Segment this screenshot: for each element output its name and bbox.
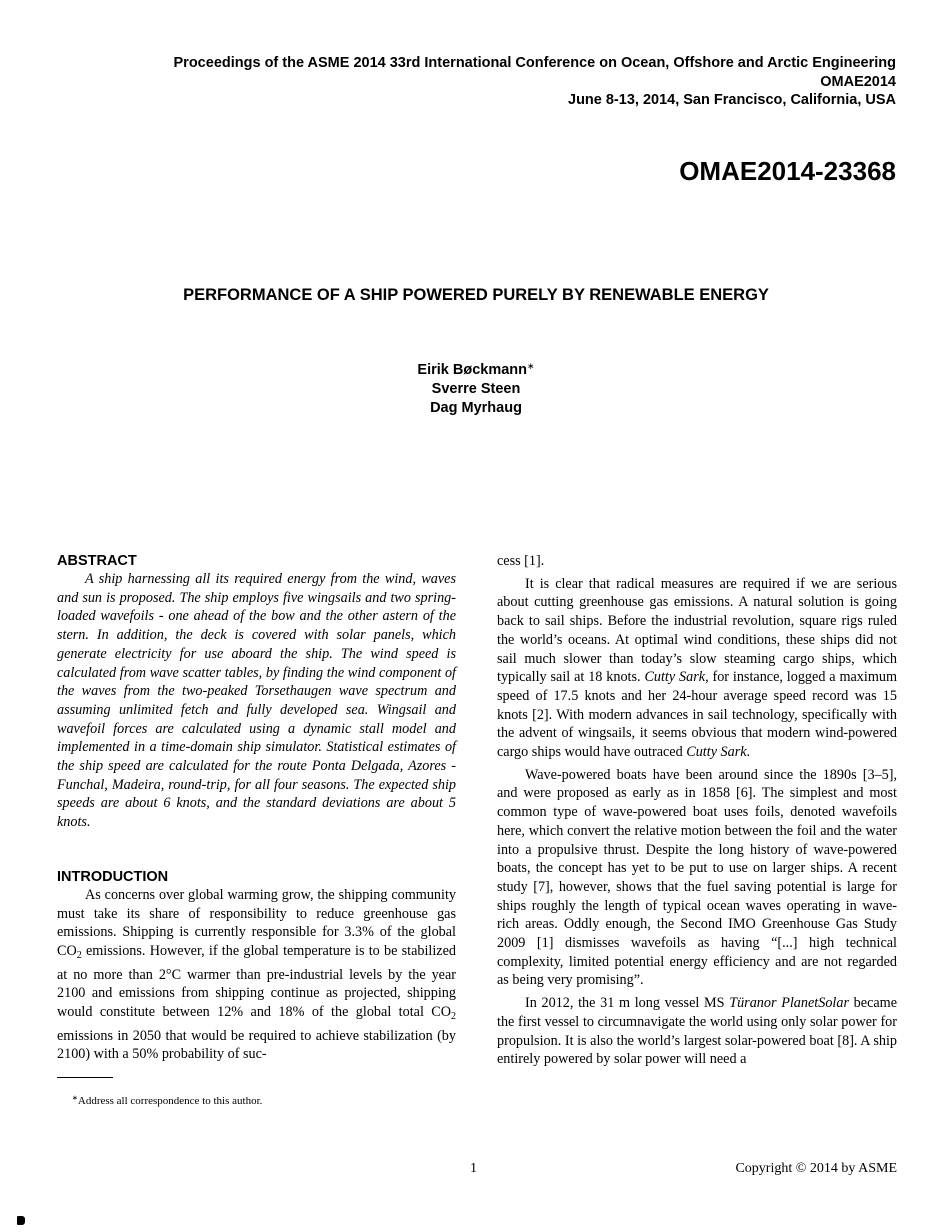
conference-name: Proceedings of the ASME 2014 33rd International Conference on Ocean, Offshore and Arctic Engineering bbox=[173, 55, 896, 71]
page-number: 1 bbox=[470, 1161, 477, 1176]
author-list bbox=[0, 357, 952, 418]
conference-dates-location: June 8-13, 2014, San Francisco, California, USA bbox=[568, 92, 896, 108]
conference-short-name: OMAE2014 bbox=[820, 73, 896, 90]
intro-paragraph-1-continued: cess [1]. bbox=[497, 553, 545, 569]
abstract-heading: ABSTRACT bbox=[57, 553, 137, 569]
intro-paragraph-1: As concerns over global warming grow, the shipping community must take its share of responsibility to reduce greenhouse gas emissions. Shipping is currently responsible for 3.3% of the global $CO_2$ emissions. However, if the global temperature is to be stabilized at no more than 2°C warmer than pre-industrial levels by the year 2100 and emissions from shipping continue as projected, shipping would constitute between 12% and 18% of the global total $CO_2$ emissions in 2050 that would be required to achieve stabilization (by 2100) with a 50% probability of suc- bbox=[57, 886, 456, 1063]
abstract-text: A ship harnessing all its required energy from the wind, waves and sun is proposed. The ship employs five wingsails and two spring-loaded wavefoils - one ahead of the bow and the other astern of the stern. In addition, the deck is covered with solar panels, which generate electricity for use aboard the ship. The wind speed is calculated from wave scatter tables, by finding the wind component of the waves from the two-peaked Torsethaugen wave spectrum and assuming unlimited fetch and fully developed sea. Wingsail and wavefoil forces are calculated using a dynamic stall model and implemented in a time-domain ship simulator. Statistical estimates of the ship speed are calculated for the route Ponta Delgada, Azores - Funchal, Madeira, round-trip, for all four seasons. The expected ship speeds are about 6 knots, and the standard deviations are about 5 knots. bbox=[57, 571, 456, 831]
footnote-rule bbox=[57, 1077, 113, 1078]
footnote-mark: ∗ bbox=[72, 1094, 78, 1102]
author-name: Sverre Steen bbox=[431, 381, 521, 397]
author-name: Eirik Bøckmann∗ bbox=[417, 361, 535, 378]
right-column bbox=[497, 552, 897, 1069]
intro-paragraph-2: It is clear that radical measures are required if we are serious about cutting greenhouse gas emissions. A natural solution is going back to sail ships. Before the industrial revolution, square rigs ruled the world’s oceans. At optimal wind conditions, these ships did not sail much slower than today’s slow steaming cargo ships, which typically sail at 18 knots. Cutty Sark, for instance, logged a maximum speed of 17.5 knots and her 24-hour average speed record was 15 knots [2]. With modern advances in sail technology, specifically with the advent of wingsails, it seems obvious that modern wind-powered cargo ships would have outraced Cutty Sark. bbox=[497, 575, 897, 761]
proceedings-header bbox=[174, 54, 896, 110]
introduction-heading: INTRODUCTION bbox=[57, 868, 169, 885]
footnote: ∗Address all correspondence to this author. bbox=[72, 1094, 263, 1107]
corresponding-author-mark: ∗ bbox=[527, 361, 535, 371]
left-column bbox=[57, 552, 456, 1064]
copyright-notice: Copyright © 2014 by ASME bbox=[735, 1161, 897, 1176]
intro-paragraph-4: In 2012, the 31 m long vessel MS Türanor PlanetSolar became the first vessel to circumnavigate the world using only solar power for propulsion. It is also the world’s largest solar-powered boat [8]. A ship entirely powered by solar power will need a bbox=[497, 995, 897, 1068]
author-name: Dag Myrhaug bbox=[430, 400, 522, 416]
paper-title: PERFORMANCE OF A SHIP POWERED PURELY BY RENEWABLE ENERGY bbox=[183, 286, 769, 304]
corner-mark bbox=[17, 1216, 25, 1225]
paper-id: OMAE2014-23368 bbox=[679, 156, 896, 186]
intro-paragraph-3: Wave-powered boats have been around since the 1890s [3–5], and were proposed as early as in 1858 [6]. The simplest and most common type of wave-powered boat uses foils, denoted wavefoils here, which convert the relative motion between the foil and the water into a propulsive thrust. Despite the long history of wave-powered boats, the concept has yet to be put to use on larger ships. A recent study [7], however, shows that the fuel saving potential is large for ships roughly the length of typical ocean waves operating in wave-rich areas. Oddly enough, the Second IMO Greenhouse Gas Study 2009 [1] dismisses wavefoils as having “[...] high technical complexity, limited potential energy efficiency and are not regarded as being very promising”. bbox=[497, 766, 897, 989]
